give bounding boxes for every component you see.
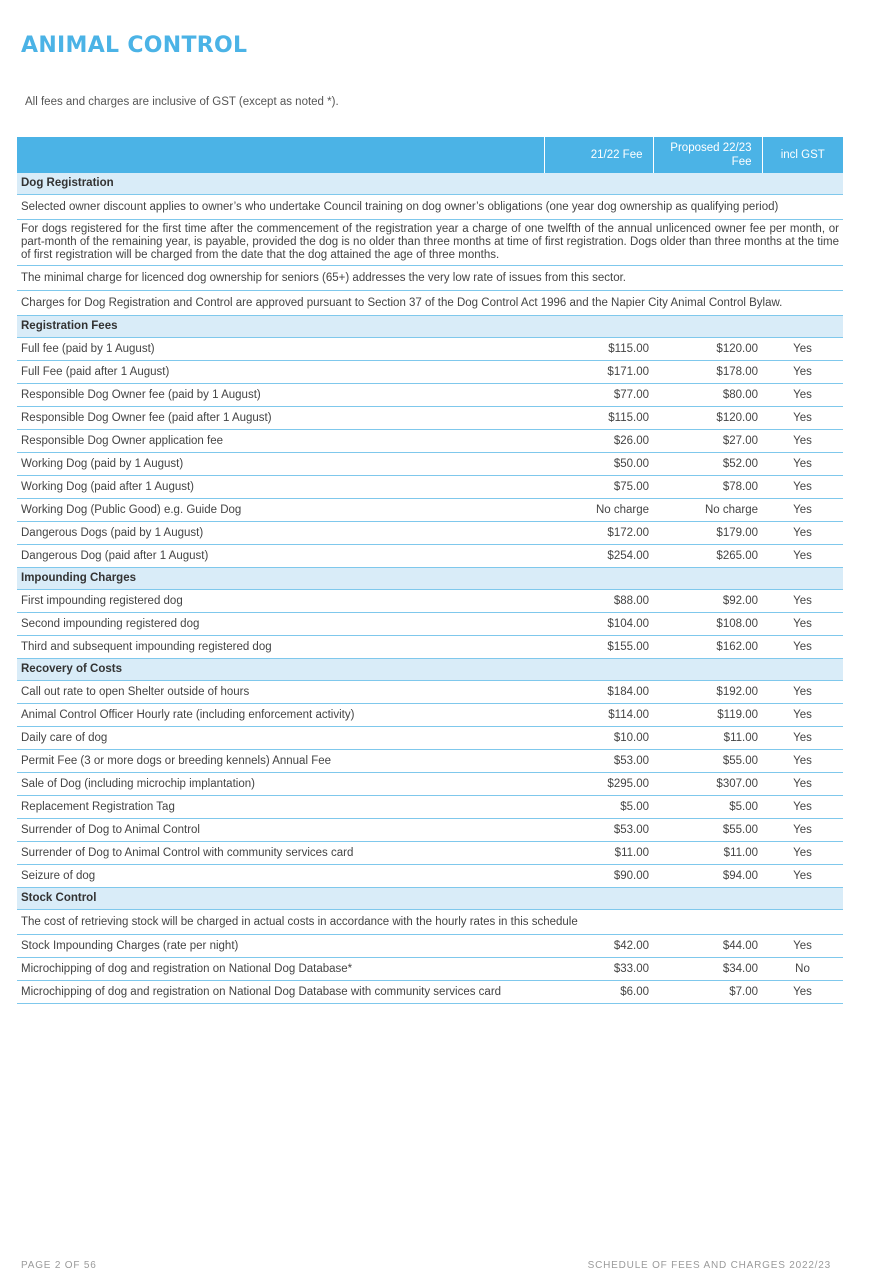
fee-2122: $42.00 <box>544 935 653 958</box>
section-heading: Impounding Charges <box>17 568 843 590</box>
table-row <box>17 613 843 636</box>
gst-flag: Yes <box>762 407 843 430</box>
table-row <box>17 842 843 865</box>
fee-description: Animal Control Officer Hourly rate (including enforcement activity) <box>17 704 544 727</box>
fee-proposed: $120.00 <box>653 338 762 361</box>
fee-2122: $33.00 <box>544 958 653 981</box>
fee-2122: $10.00 <box>544 727 653 750</box>
fee-description: Microchipping of dog and registration on National Dog Database with community services card <box>17 981 544 1004</box>
fee-description: Full Fee (paid after 1 August) <box>17 361 544 384</box>
fee-2122: $26.00 <box>544 430 653 453</box>
gst-flag: Yes <box>762 681 843 704</box>
table-row <box>17 958 843 981</box>
page-title: ANIMAL CONTROL <box>21 33 248 58</box>
fee-2122: $53.00 <box>544 819 653 842</box>
fee-description: Microchipping of dog and registration on National Dog Database* <box>17 958 544 981</box>
fee-description: Surrender of Dog to Animal Control <box>17 819 544 842</box>
table-row <box>17 590 843 613</box>
table-row <box>17 545 843 568</box>
header-fee-2122: 21/22 Fee <box>544 137 653 173</box>
gst-flag: Yes <box>762 384 843 407</box>
note-row <box>17 266 843 291</box>
fee-description: Responsible Dog Owner application fee <box>17 430 544 453</box>
gst-flag: Yes <box>762 750 843 773</box>
gst-flag: Yes <box>762 636 843 659</box>
fee-proposed: $307.00 <box>653 773 762 796</box>
fee-2122: $104.00 <box>544 613 653 636</box>
fee-description: Working Dog (Public Good) e.g. Guide Dog <box>17 499 544 522</box>
table-row <box>17 453 843 476</box>
fee-description: Full fee (paid by 1 August) <box>17 338 544 361</box>
fee-proposed: $192.00 <box>653 681 762 704</box>
gst-flag: Yes <box>762 430 843 453</box>
fee-2122: $53.00 <box>544 750 653 773</box>
fee-2122: $171.00 <box>544 361 653 384</box>
fee-proposed: $44.00 <box>653 935 762 958</box>
table-row <box>17 681 843 704</box>
note-text: For dogs registered for the first time after the commencement of the registration year a charge of one twelfth of the annual unlicenced owner fee per month, or part-month of the remaining year, is payable, provided the dog is no older than three months at time of first registration. Dogs older than three months at the time of first registration will be charged from the date that the dog attained the age of three months. <box>17 220 843 266</box>
note-text: Selected owner discount applies to owner’s who undertake Council training on dog owner’s obligations (one year dog ownership as qualifying period) <box>17 195 843 220</box>
gst-flag: Yes <box>762 796 843 819</box>
gst-flag: Yes <box>762 935 843 958</box>
fee-proposed: $52.00 <box>653 453 762 476</box>
fee-proposed: $11.00 <box>653 727 762 750</box>
fee-description: Dangerous Dog (paid after 1 August) <box>17 545 544 568</box>
fee-2122: $5.00 <box>544 796 653 819</box>
table-row <box>17 819 843 842</box>
fee-2122: $6.00 <box>544 981 653 1004</box>
fee-proposed: $55.00 <box>653 750 762 773</box>
gst-flag: Yes <box>762 981 843 1004</box>
fee-proposed: $265.00 <box>653 545 762 568</box>
fee-2122: $90.00 <box>544 865 653 888</box>
fee-proposed: $94.00 <box>653 865 762 888</box>
section-heading-row <box>17 316 843 338</box>
note-text: The minimal charge for licenced dog ownership for seniors (65+) addresses the very low rate of issues from this sector. <box>17 266 843 291</box>
fee-proposed: $34.00 <box>653 958 762 981</box>
gst-flag: Yes <box>762 865 843 888</box>
fee-description: Call out rate to open Shelter outside of hours <box>17 681 544 704</box>
gst-flag: Yes <box>762 819 843 842</box>
section-heading-row <box>17 888 843 910</box>
fee-proposed: $92.00 <box>653 590 762 613</box>
note-row <box>17 220 843 266</box>
gst-flag: Yes <box>762 476 843 499</box>
fee-proposed: $11.00 <box>653 842 762 865</box>
table-row <box>17 981 843 1004</box>
fee-proposed: $179.00 <box>653 522 762 545</box>
fee-2122: $115.00 <box>544 338 653 361</box>
fee-2122: $254.00 <box>544 545 653 568</box>
fee-proposed: $178.00 <box>653 361 762 384</box>
header-description <box>17 137 544 173</box>
gst-flag: Yes <box>762 361 843 384</box>
section-heading: Registration Fees <box>17 316 843 338</box>
section-heading: Dog Registration <box>17 173 843 195</box>
fee-description: Second impounding registered dog <box>17 613 544 636</box>
gst-flag: Yes <box>762 704 843 727</box>
fee-2122: $155.00 <box>544 636 653 659</box>
fee-description: Responsible Dog Owner fee (paid by 1 August) <box>17 384 544 407</box>
fee-proposed: $55.00 <box>653 819 762 842</box>
document-title: SCHEDULE OF FEES AND CHARGES 2022/23 <box>587 1260 831 1271</box>
fee-proposed: $120.00 <box>653 407 762 430</box>
table-row <box>17 935 843 958</box>
fee-2122: $184.00 <box>544 681 653 704</box>
table-row <box>17 750 843 773</box>
fee-2122: $75.00 <box>544 476 653 499</box>
fee-2122: $172.00 <box>544 522 653 545</box>
fee-description: Working Dog (paid by 1 August) <box>17 453 544 476</box>
header-proposed-fee: Proposed 22/23 Fee <box>653 137 762 173</box>
gst-flag: Yes <box>762 727 843 750</box>
header-incl-gst: incl GST <box>762 137 843 173</box>
note-text: Charges for Dog Registration and Control are approved pursuant to Section 37 of the Dog Control Act 1996 and the Napier City Animal Control Bylaw. <box>17 291 843 316</box>
table-row <box>17 499 843 522</box>
fee-description: Replacement Registration Tag <box>17 796 544 819</box>
gst-flag: Yes <box>762 842 843 865</box>
table-row <box>17 704 843 727</box>
table-row <box>17 361 843 384</box>
table-row <box>17 865 843 888</box>
fee-description: First impounding registered dog <box>17 590 544 613</box>
note-row <box>17 195 843 220</box>
fee-2122: $88.00 <box>544 590 653 613</box>
section-heading: Stock Control <box>17 888 843 910</box>
fee-2122: $115.00 <box>544 407 653 430</box>
fee-proposed: $78.00 <box>653 476 762 499</box>
section-heading-row <box>17 568 843 590</box>
table-header <box>17 137 843 173</box>
table-row <box>17 522 843 545</box>
table-row <box>17 430 843 453</box>
table-row <box>17 338 843 361</box>
table-row <box>17 796 843 819</box>
gst-flag: Yes <box>762 545 843 568</box>
fees-table <box>17 137 843 1004</box>
fee-description: Third and subsequent impounding registered dog <box>17 636 544 659</box>
fee-proposed: $119.00 <box>653 704 762 727</box>
table-row <box>17 384 843 407</box>
fee-2122: $11.00 <box>544 842 653 865</box>
fee-2122: $295.00 <box>544 773 653 796</box>
table-body <box>17 173 843 1004</box>
note-row <box>17 291 843 316</box>
page-number: PAGE 2 OF 56 <box>21 1260 97 1271</box>
section-heading-row <box>17 173 843 195</box>
fee-proposed: $162.00 <box>653 636 762 659</box>
gst-flag: Yes <box>762 338 843 361</box>
table-row <box>17 773 843 796</box>
fee-proposed: $108.00 <box>653 613 762 636</box>
gst-flag: Yes <box>762 522 843 545</box>
fee-2122: $77.00 <box>544 384 653 407</box>
fee-proposed: $5.00 <box>653 796 762 819</box>
gst-flag: Yes <box>762 453 843 476</box>
fee-description: Sale of Dog (including microchip implantation) <box>17 773 544 796</box>
table-row <box>17 407 843 430</box>
fee-description: Dangerous Dogs (paid by 1 August) <box>17 522 544 545</box>
fee-description: Seizure of dog <box>17 865 544 888</box>
fee-proposed: $27.00 <box>653 430 762 453</box>
table-row <box>17 476 843 499</box>
section-heading-row <box>17 659 843 681</box>
fee-proposed: No charge <box>653 499 762 522</box>
fee-description: Stock Impounding Charges (rate per night) <box>17 935 544 958</box>
fee-2122: $50.00 <box>544 453 653 476</box>
fee-proposed: $80.00 <box>653 384 762 407</box>
gst-flag: Yes <box>762 590 843 613</box>
gst-note: All fees and charges are inclusive of GST (except as noted *). <box>25 96 339 108</box>
fee-proposed: $7.00 <box>653 981 762 1004</box>
note-row <box>17 910 843 935</box>
gst-flag: Yes <box>762 613 843 636</box>
gst-flag: Yes <box>762 773 843 796</box>
note-text: The cost of retrieving stock will be charged in actual costs in accordance with the hourly rates in this schedule <box>17 910 843 935</box>
fee-description: Responsible Dog Owner fee (paid after 1 August) <box>17 407 544 430</box>
fee-description: Permit Fee (3 or more dogs or breeding kennels) Annual Fee <box>17 750 544 773</box>
fee-description: Surrender of Dog to Animal Control with community services card <box>17 842 544 865</box>
gst-flag: Yes <box>762 499 843 522</box>
section-heading: Recovery of Costs <box>17 659 843 681</box>
table-row <box>17 636 843 659</box>
fee-2122: $114.00 <box>544 704 653 727</box>
gst-flag: No <box>762 958 843 981</box>
fee-description: Daily care of dog <box>17 727 544 750</box>
fee-description: Working Dog (paid after 1 August) <box>17 476 544 499</box>
table-row <box>17 727 843 750</box>
fee-2122: No charge <box>544 499 653 522</box>
